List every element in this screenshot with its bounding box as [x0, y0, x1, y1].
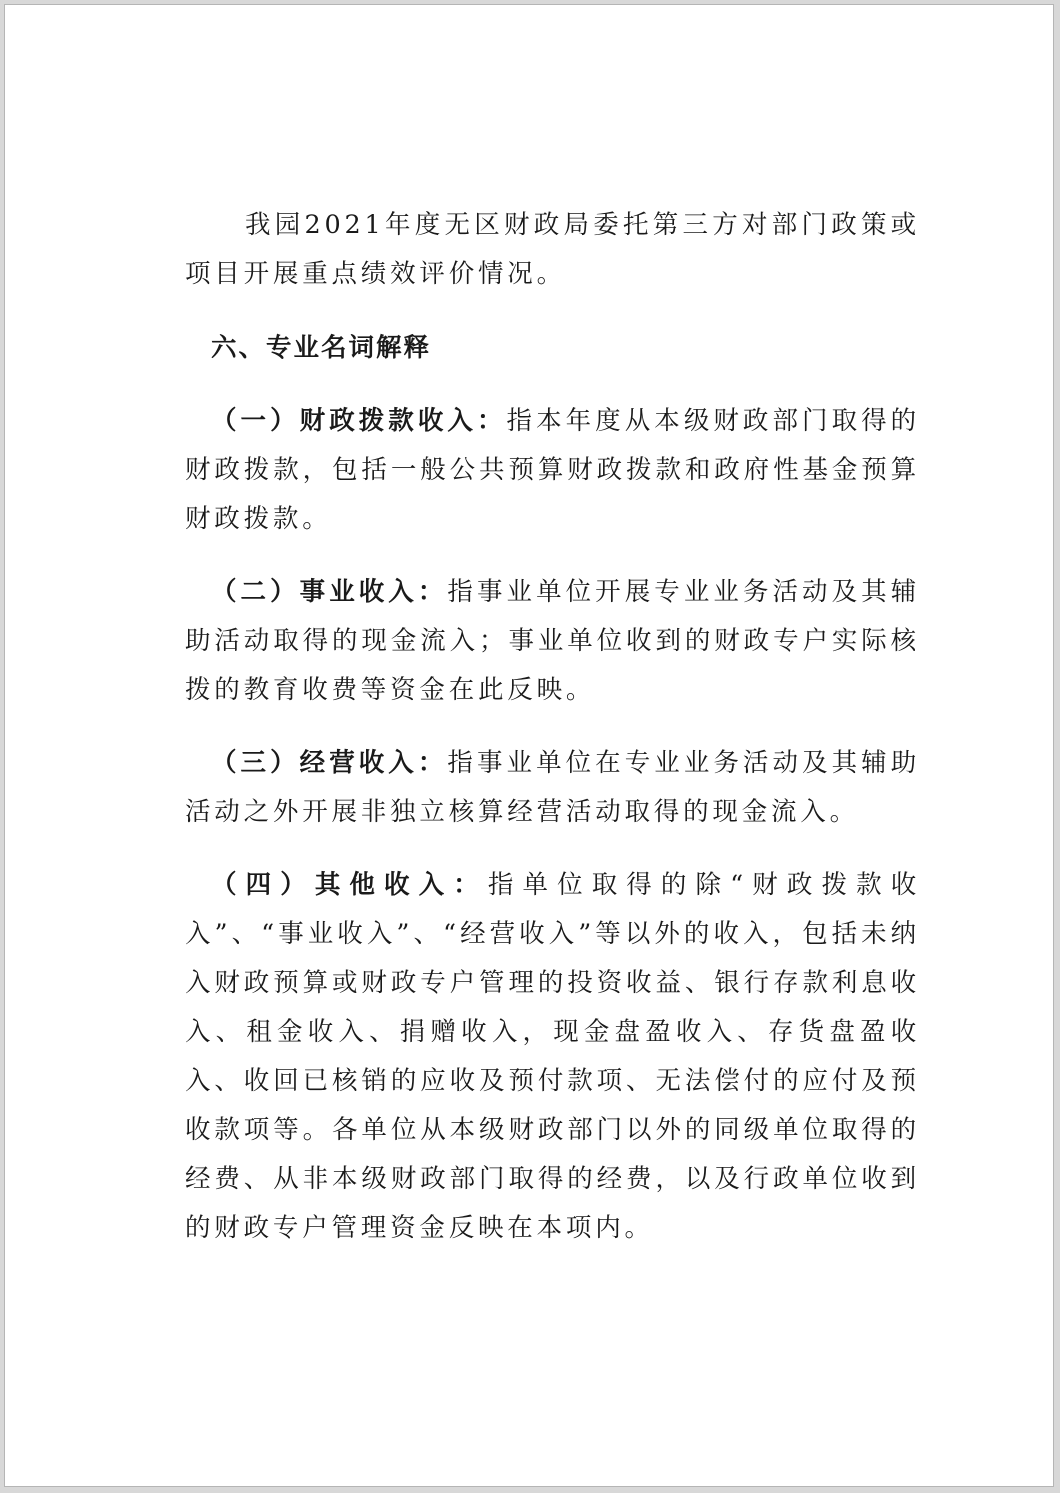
document-body — [185, 201, 920, 1253]
definition-term: （二）事业收入： — [211, 577, 448, 607]
section-heading: 六、专业名词解释 — [211, 333, 432, 363]
document-page — [4, 4, 1054, 1487]
definition-text: 指本年度从本级财政部门取得的财政拨款，包括一般公共预算财政拨款和政府性基金预算财政拨款。 — [185, 406, 920, 534]
definition-text: 指单位取得的除“财政拨款收入”、“事业收入”、“经营收入”等以外的收入，包括未纳入财政预算或财政专户管理的投资收益、银行存款利息收入、租金收入、捐赠收入，现金盘盈收入、存货盘盈收入、收回已核销的应收及预付款项、无法偿付的应付及预收款项等。各单位从本级财政部门以外的同级单位取得的经费、从非本级财政部门取得的经费，以及行政单位收到的财政专户管理资金反映在本项内。 — [185, 870, 921, 1243]
definition-text: 指事业单位在专业业务活动及其辅助活动之外开展非独立核算经营活动取得的现金流入。 — [185, 748, 920, 827]
definition-term: （四）其他收入： — [211, 870, 488, 900]
definition-paragraph-1 — [185, 397, 920, 544]
definition-paragraph-2 — [185, 568, 920, 715]
definition-term: （一）财政拨款收入： — [211, 406, 507, 436]
definition-text: 指事业单位开展专业业务活动及其辅助活动取得的现金流入；事业单位收到的财政专户实际核拨的教育收费等资金在此反映。 — [185, 577, 920, 705]
definition-paragraph-4 — [185, 861, 920, 1253]
definition-paragraph-3 — [185, 739, 920, 837]
definition-term: （三）经营收入： — [211, 748, 448, 778]
intro-paragraph: 我园2021年度无区财政局委托第三方对部门政策或项目开展重点绩效评价情况。 — [185, 210, 920, 289]
